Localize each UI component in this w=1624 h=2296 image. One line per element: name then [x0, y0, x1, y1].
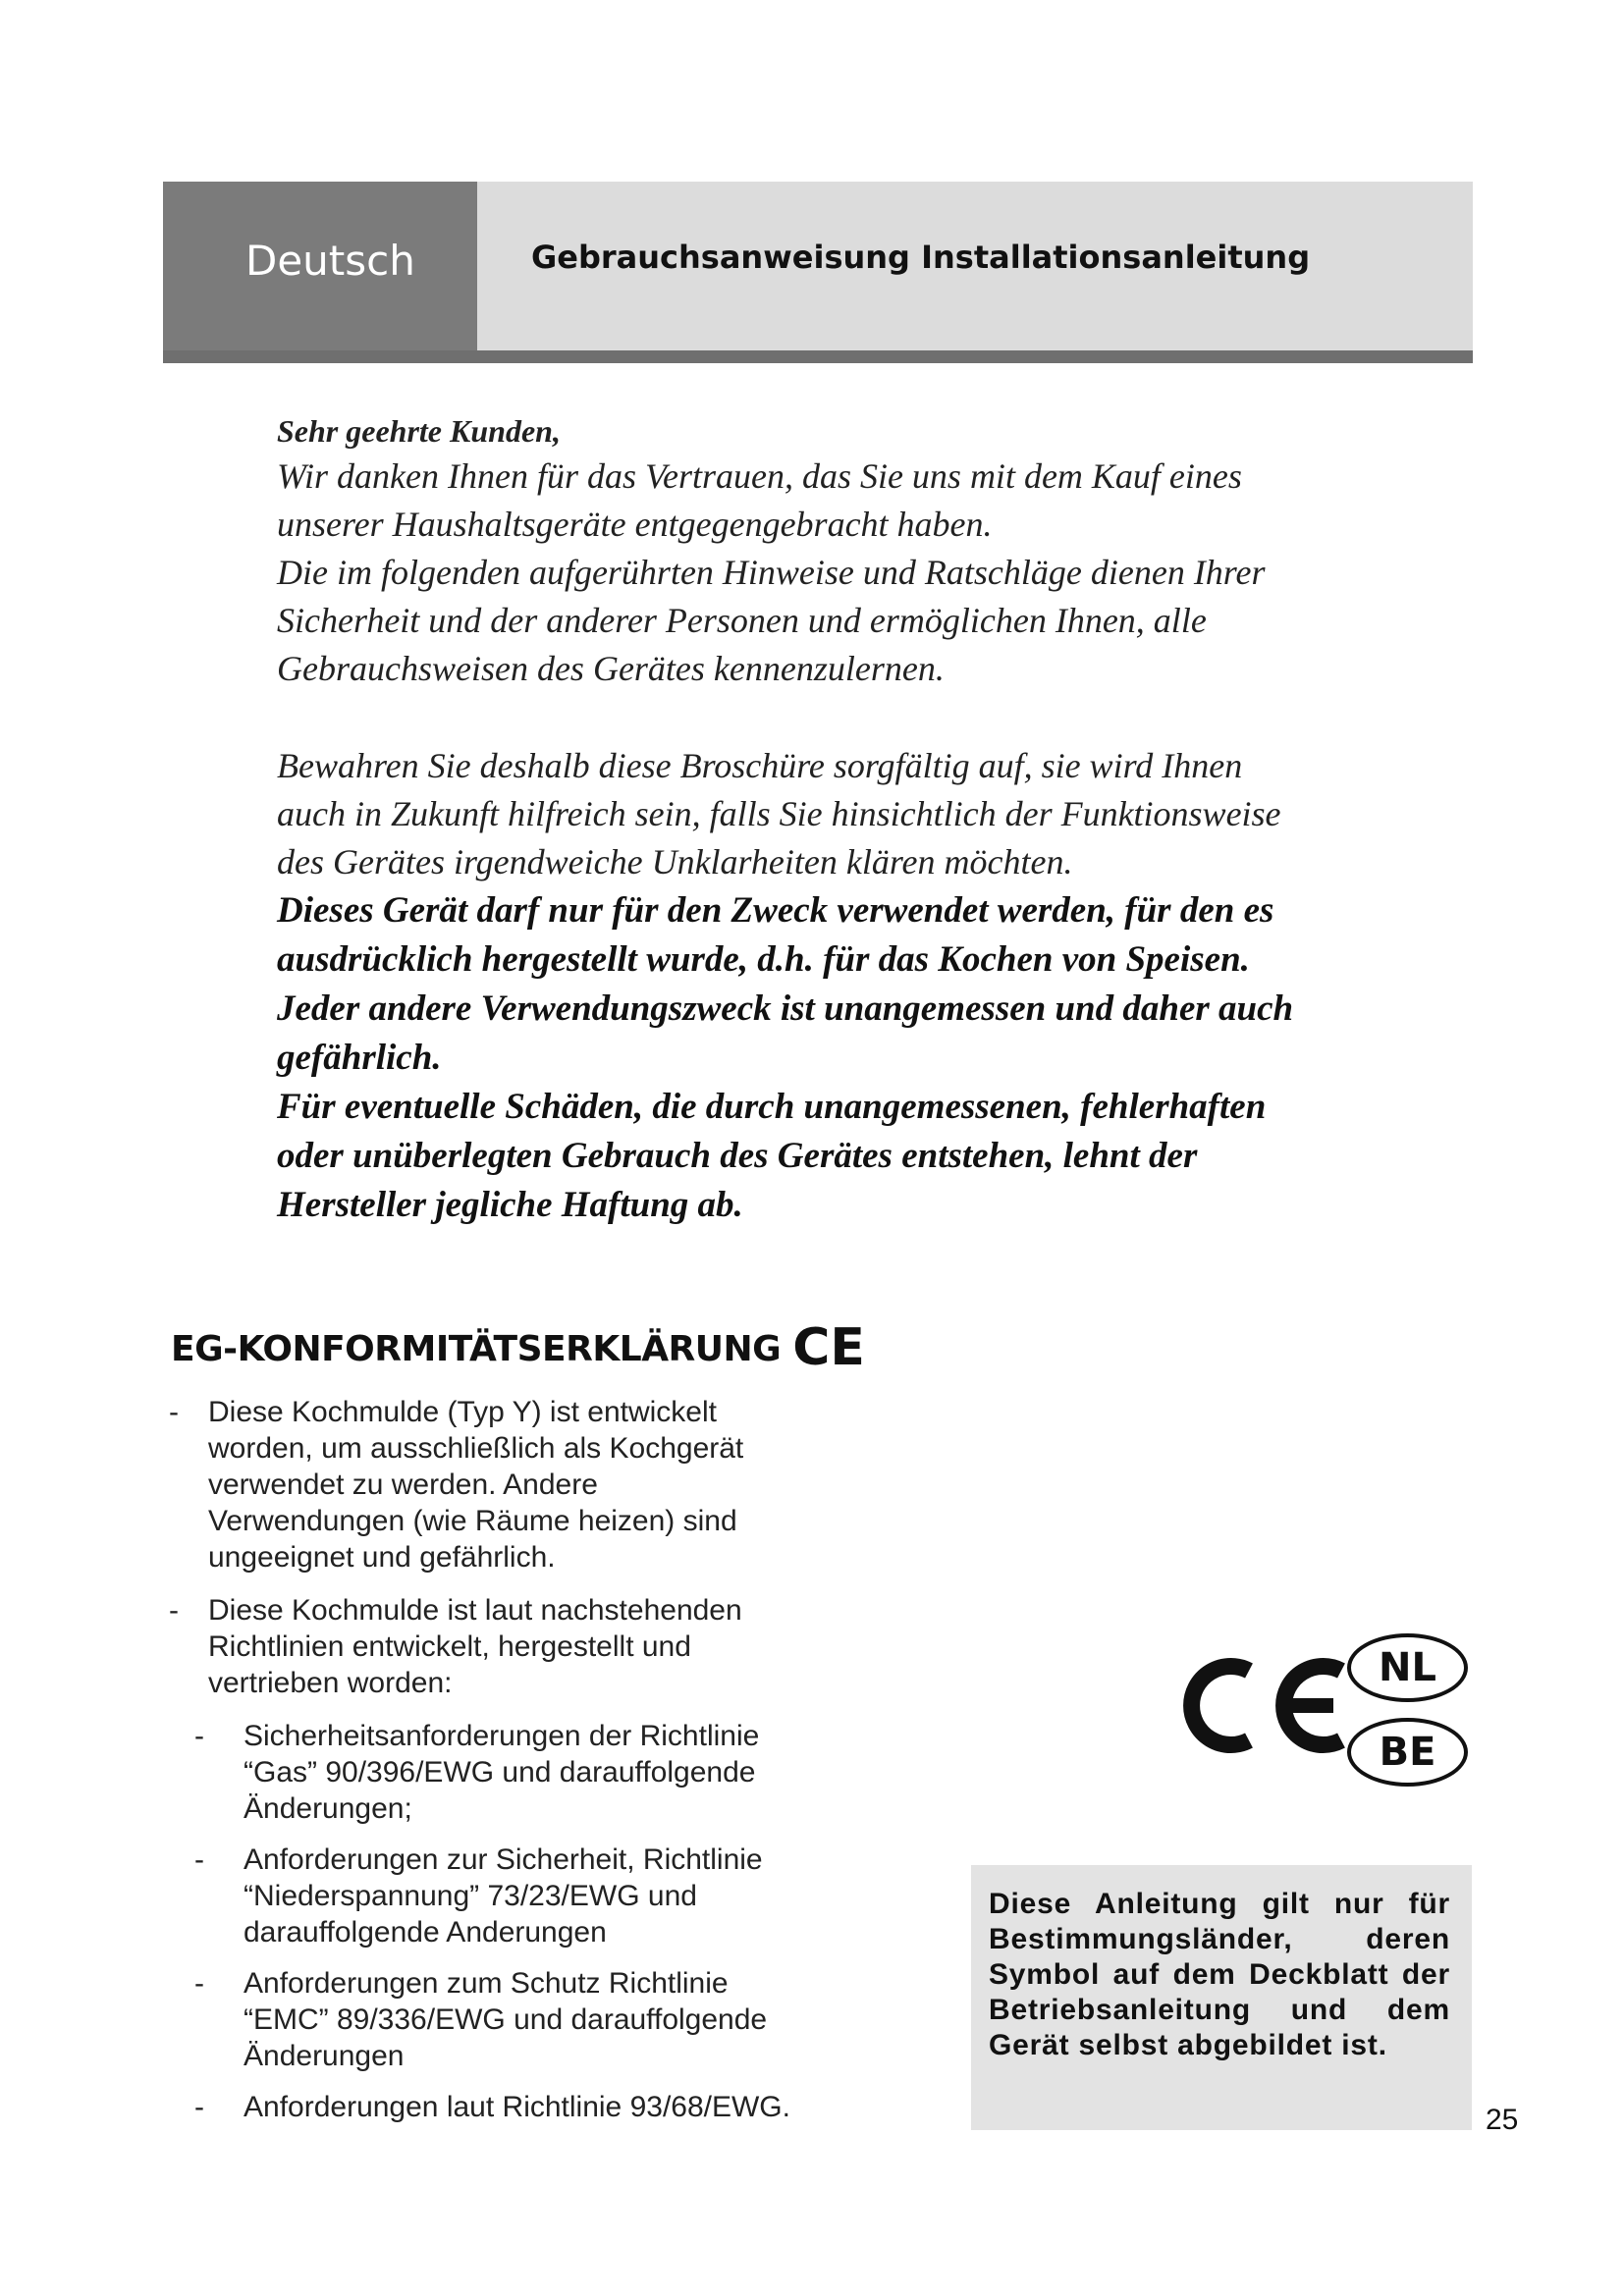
- list-line: Anforderungen laut Richtlinie 93/68/EWG.: [244, 2091, 790, 2123]
- country-mark-be: BE: [1347, 1718, 1468, 1787]
- page-number: 25: [1486, 2104, 1519, 2136]
- sub-list-item: [194, 2089, 856, 2125]
- list-line: Änderungen: [244, 2040, 405, 2072]
- list-line: Sicherheitsanforderungen der Richtlinie: [244, 1720, 760, 1752]
- sub-list-item: [194, 1842, 856, 1950]
- dash: -: [194, 2091, 204, 2123]
- warning-line: gefährlich.: [277, 1038, 442, 1078]
- declaration-list: [169, 1394, 856, 2140]
- letter-line: unserer Haushaltsgeräte entgegengebracht haben.: [277, 505, 993, 544]
- list-line: vertrieben worden:: [208, 1667, 453, 1699]
- list-line: Verwendungen (wie Räume heizen) sind: [208, 1505, 737, 1537]
- greeting: Sehr geehrte Kunden,: [277, 413, 561, 449]
- ce-logo-icon: [1176, 1644, 1353, 1767]
- dash: -: [194, 1967, 204, 2000]
- list-line: verwendet zu werden. Andere: [208, 1468, 598, 1501]
- warning-line: Dieses Gerät darf nur für den Zweck verwendet werden, für den es: [277, 890, 1274, 931]
- welcome-letter: [277, 409, 1386, 1230]
- sub-list-item: [194, 1965, 856, 2074]
- list-line: Anforderungen zur Sicherheit, Richtlinie: [244, 1843, 763, 1876]
- header-band: [163, 182, 1473, 363]
- declaration-heading: [171, 1318, 865, 1377]
- letter-line: Die im folgenden aufgerührten Hinweise und Ratschläge dienen Ihrer: [277, 553, 1266, 592]
- letter-line: Bewahren Sie deshalb diese Broschüre sorgfältig auf, sie wird Ihnen: [277, 746, 1243, 785]
- letter-line: Gebrauchsweisen des Gerätes kennenzulernen.: [277, 649, 945, 688]
- note-box: [971, 1865, 1472, 2130]
- dash: -: [194, 1843, 204, 1876]
- document-title: Gebrauchsanweisung Installationsanleitung: [531, 239, 1311, 276]
- list-line: Richtlinien entwickelt, hergestellt und: [208, 1630, 691, 1663]
- letter-line: Sicherheit und der anderer Personen und ermöglichen Ihnen, alle: [277, 601, 1207, 640]
- country-mark-nl: NL: [1347, 1633, 1468, 1702]
- list-line: Anforderungen zum Schutz Richtlinie: [244, 1967, 729, 2000]
- list-item: [169, 1592, 856, 1701]
- list-line: Diese Kochmulde (Typ Y) ist entwickelt: [208, 1396, 717, 1428]
- paragraph-gap: [277, 693, 1386, 742]
- list-line: darauffolgende Anderungen: [244, 1916, 607, 1949]
- warning-line: Hersteller jegliche Haftung ab.: [277, 1185, 743, 1225]
- warning-line: oder unüberlegten Gebrauch des Gerätes entstehen, lehnt der: [277, 1136, 1198, 1176]
- dash: -: [169, 1594, 179, 1627]
- note-text: Diese Anleitung gilt nur für Bestimmungsländer, deren Symbol auf dem Deckblatt der Betriebsanleitung und dem Gerät selbst abgebildet ist.: [989, 1888, 1450, 2061]
- list-item: [169, 1394, 856, 1575]
- language-tab: [163, 182, 477, 350]
- conformity-marks: [1168, 1629, 1483, 1796]
- list-line: “EMC” 89/336/EWG und darauffolgende: [244, 2003, 768, 2036]
- letter-line: Wir danken Ihnen für das Vertrauen, das Sie uns mit dem Kauf eines: [277, 456, 1242, 496]
- sub-list-item: [194, 1718, 856, 1827]
- declaration-heading-text: EG-KONFORMITÄTSERKLÄRUNG: [171, 1329, 782, 1369]
- list-line: worden, um ausschließlich als Kochgerät: [208, 1432, 744, 1465]
- list-line: “Niederspannung” 73/23/EWG und: [244, 1880, 697, 1912]
- letter-line: auch in Zukunft hilfreich sein, falls Sie hinsichtlich der Funktionsweise: [277, 794, 1281, 833]
- language-label: Deutsch: [245, 237, 415, 285]
- warning-line: Jeder andere Verwendungszweck ist unangemessen und daher auch: [277, 988, 1294, 1029]
- warning-line: Für eventuelle Schäden, die durch unangemessenen, fehlerhaften: [277, 1087, 1267, 1127]
- list-line: Diese Kochmulde ist laut nachstehenden: [208, 1594, 742, 1627]
- warning-line: ausdrücklich hergestellt wurde, d.h. für das Kochen von Speisen.: [277, 939, 1250, 980]
- list-line: Änderungen;: [244, 1792, 412, 1825]
- list-line: ungeeignet und gefährlich.: [208, 1541, 556, 1574]
- dash: -: [169, 1396, 179, 1428]
- list-line: “Gas” 90/396/EWG und darauffolgende: [244, 1756, 756, 1789]
- dash: -: [194, 1720, 204, 1752]
- ce-mark-text: CE: [792, 1318, 865, 1377]
- letter-line: des Gerätes irgendweiche Unklarheiten klären möchten.: [277, 842, 1073, 881]
